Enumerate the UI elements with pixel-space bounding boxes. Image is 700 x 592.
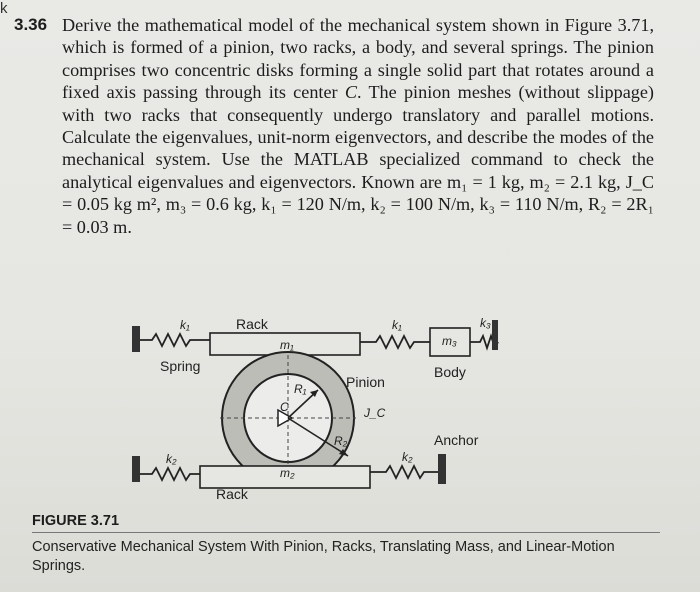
wall-left-top: [132, 326, 140, 352]
caption-divider: [32, 532, 660, 533]
label-anchor: Anchor: [434, 432, 479, 448]
label-pinion: Pinion: [346, 374, 385, 390]
spring-k2-left: [140, 468, 200, 480]
label-m2: m₂: [280, 466, 295, 480]
label-r1: R₁: [294, 382, 307, 396]
problem-text: [62, 14, 654, 238]
label-body: Body: [434, 364, 466, 380]
anchor-wall: [438, 454, 446, 484]
problem-text-part-1: Derive the mathematical model of the mechanical system shown in Figure 3.71, which is formed of a pinion, two racks, a body, and several springs. The pinion comprises two concentric disks forming a single solid part that rotates around a fixed axis passing through its center: [62, 15, 654, 103]
label-m3: m₃: [442, 334, 457, 348]
label-k2-right: k₂: [402, 450, 413, 464]
mechanical-system-figure: [120, 306, 500, 506]
spring-k1-right: [360, 336, 430, 348]
label-c: C: [280, 400, 289, 414]
label-k1-right: k₁: [392, 318, 402, 332]
spring-k1-left: [140, 334, 210, 346]
label-rack-top: Rack: [236, 316, 268, 332]
problem-number: 3.36: [14, 15, 48, 34]
problem-text-part-2: . The pinion meshes (without slippage) with two racks that consequently undergo translatory and parallel motions. Calculate the eigenvalues, unit-norm eigenvectors, and describe the modes of the mechanical system. Use the MATLAB specialized command to check the analytical eigenvalues and eigenvectors. Known are: [62, 82, 654, 192]
wall-right-top: [492, 320, 498, 350]
wall-left-bottom: [132, 456, 140, 482]
spring-k2-right: [370, 466, 438, 478]
figure-caption-title: FIGURE 3.71: [32, 513, 120, 529]
label-m1: m₁: [280, 338, 294, 352]
label-rack-bottom: Rack: [216, 486, 248, 502]
label-r2: R₂: [334, 434, 348, 448]
known-values: m₁ = 1 kg, m₂ = 2.1 kg, J_C = 0.05 kg m², m₃ = 0.6 kg, k₁ = 120 N/m, k₂ = 100 N/m, k₃ = 110 N/m, R₂ = 2R₁ = 0.03 m.: [62, 171, 654, 237]
label-spring: Spring: [160, 358, 201, 374]
figure-caption-text: Conservative Mechanical System With Pinion, Racks, Translating Mass, and Linear-Motion Springs.: [32, 539, 615, 574]
label-k1-left: k₁: [180, 318, 190, 332]
problem-statement: [14, 14, 654, 238]
label-k2-left: k₂: [166, 452, 177, 466]
corner-mark: k: [0, 0, 8, 17]
label-jc: J_C: [364, 406, 386, 420]
label-k3: k₃: [480, 316, 491, 330]
center-symbol: C: [344, 82, 357, 103]
